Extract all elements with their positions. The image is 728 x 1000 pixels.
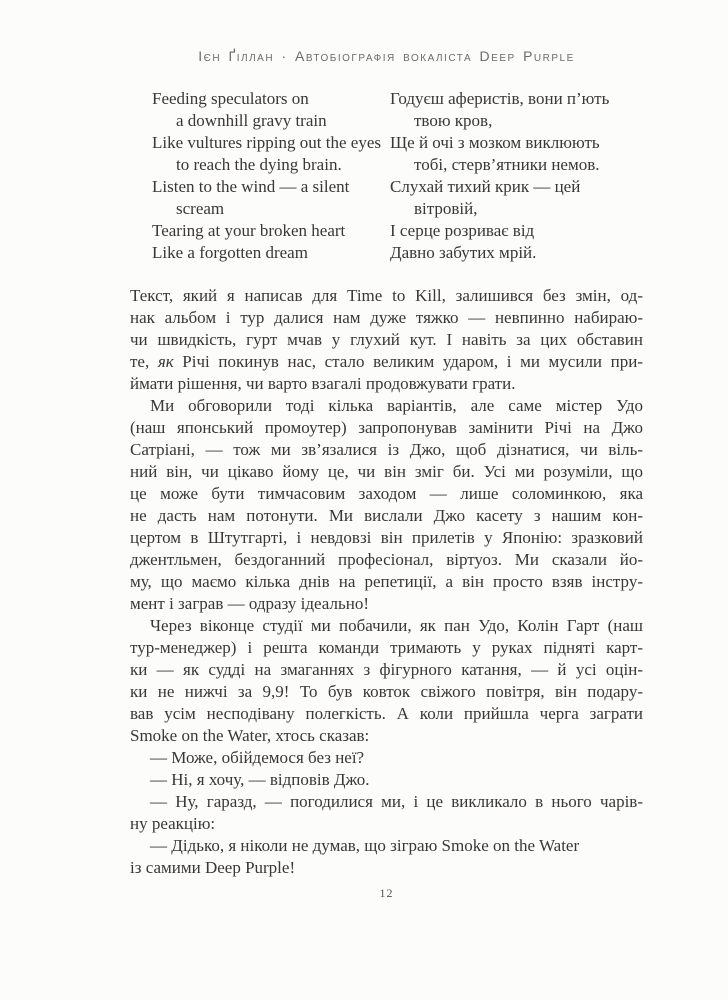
text-line: вав усім несподівану полегкість. А коли прийшла черга заграти (130, 704, 643, 723)
text-line: нак альбом і тур далися нам дуже тяжко — невпинно набираю- (130, 308, 643, 327)
text-line: ки не нижчі за 9,9! То був ковток свіжого повітря, він подару- (130, 682, 643, 701)
text-line: — Ні, я хочу, — відповів Джо. (150, 770, 370, 789)
paragraph (130, 769, 643, 791)
text-line: Smoke on the Water, хтось сказав: (130, 726, 370, 745)
text-line: (наш японський промоутер) запропонував замінити Річі на Джо (130, 418, 643, 437)
text-line: — Може, обійдемося без неї? (150, 748, 365, 767)
poem-line: Годуєш аферистів, вони п’ють (390, 89, 610, 108)
text-line: не дасть нам потонути. Ми вислали Джо касету з нашим кон- (130, 506, 643, 525)
poem-line: Listen to the wind — a silent (152, 177, 350, 196)
poem-line: a downhill gravy train (176, 111, 327, 130)
text-line: — Дідько, я ніколи не думав, що зіграю Smoke on the Water (150, 836, 580, 855)
paragraph (130, 747, 643, 769)
page-number: 12 (379, 886, 394, 900)
text-line: ймати рішення, чи варто взагалі продовжувати грати. (130, 374, 516, 393)
poem-line: Like a forgotten dream (152, 243, 308, 262)
poem-line: Like vultures ripping out the eyes (152, 133, 381, 152)
poem-ukrainian-column (390, 88, 609, 264)
text-line: Сатріані, — тож ми зв’язалися із Джо, щоб дізнатися, чи віль- (130, 440, 643, 459)
text-line: ну реакцію: (130, 814, 216, 833)
paragraph (130, 395, 643, 615)
text-line: му, що маємо кілька днів на репетиції, а він просто взяв інстру- (130, 572, 643, 591)
poem-line: Слухай тихий крик — цей (390, 177, 581, 196)
paragraph (130, 615, 643, 747)
running-header: Ієн Ґіллан · Автобіографія вокаліста Deep Purple (198, 48, 575, 64)
poem-line: тобі, стерв’ятники немов. (414, 155, 600, 174)
poem-english-column (152, 88, 390, 264)
poem-line: І серце розриває від (390, 221, 535, 240)
text-line: Текст, який я написав для Time to Kill, залишився без змін, од- (130, 286, 643, 305)
text-line: Через віконце студії ми побачили, як пан Удо, Колін Гарт (наш (150, 616, 643, 635)
text-line: чи швидкість, гурт мчав у глухий кут. І навіть за цих обставин (130, 330, 643, 349)
text-line: ки — як судді на змаганнях з фігурного катання, — й усі оцін- (130, 660, 643, 679)
paragraph (130, 835, 643, 879)
text-line: цертом в Штутгарті, і невдовзі він прилетів у Японію: зразковий (130, 528, 643, 547)
text-line: ний він, чи цікаво йому це, чи він зміг би. Усі ми розуміли, що (130, 462, 643, 481)
poem-line: scream (176, 199, 225, 218)
poem-line: вітровій, (414, 199, 478, 218)
poem-line: Давно забутих мрій. (390, 243, 537, 262)
poem-line: to reach the dying brain. (176, 155, 342, 174)
text-line: тур-менеджер) і решта команди тримають у руках підняті карт- (130, 638, 643, 657)
poem-line: Feeding speculators on (152, 89, 309, 108)
body-text (130, 285, 643, 879)
text-line: це може бути тимчасовим заходом — лише соломинкою, яка (130, 484, 643, 503)
paragraph (130, 791, 643, 835)
poem-line: Tearing at your broken heart (152, 221, 346, 240)
poem-line: твою кров, (414, 111, 493, 130)
text-line: — Ну, гаразд, — погодилися ми, і це викликало в нього чарів- (150, 792, 643, 811)
poem-line: Ще й очі з мозком виклюють (390, 133, 600, 152)
poem-block (152, 88, 609, 264)
text-line: те, як Річі покинув нас, стало великим ударом, і ми мусили при- (130, 352, 643, 371)
text-line: мент і заграв — одразу ідеально! (130, 594, 369, 613)
text-line: Ми обговорили тоді кілька варіантів, але саме містер Удо (150, 396, 643, 415)
text-line: із самими Deep Purple! (130, 858, 296, 877)
paragraph (130, 285, 643, 395)
text-line: джентльмен, бездоганний професіонал, віртуоз. Ми сказали йо- (130, 550, 643, 569)
